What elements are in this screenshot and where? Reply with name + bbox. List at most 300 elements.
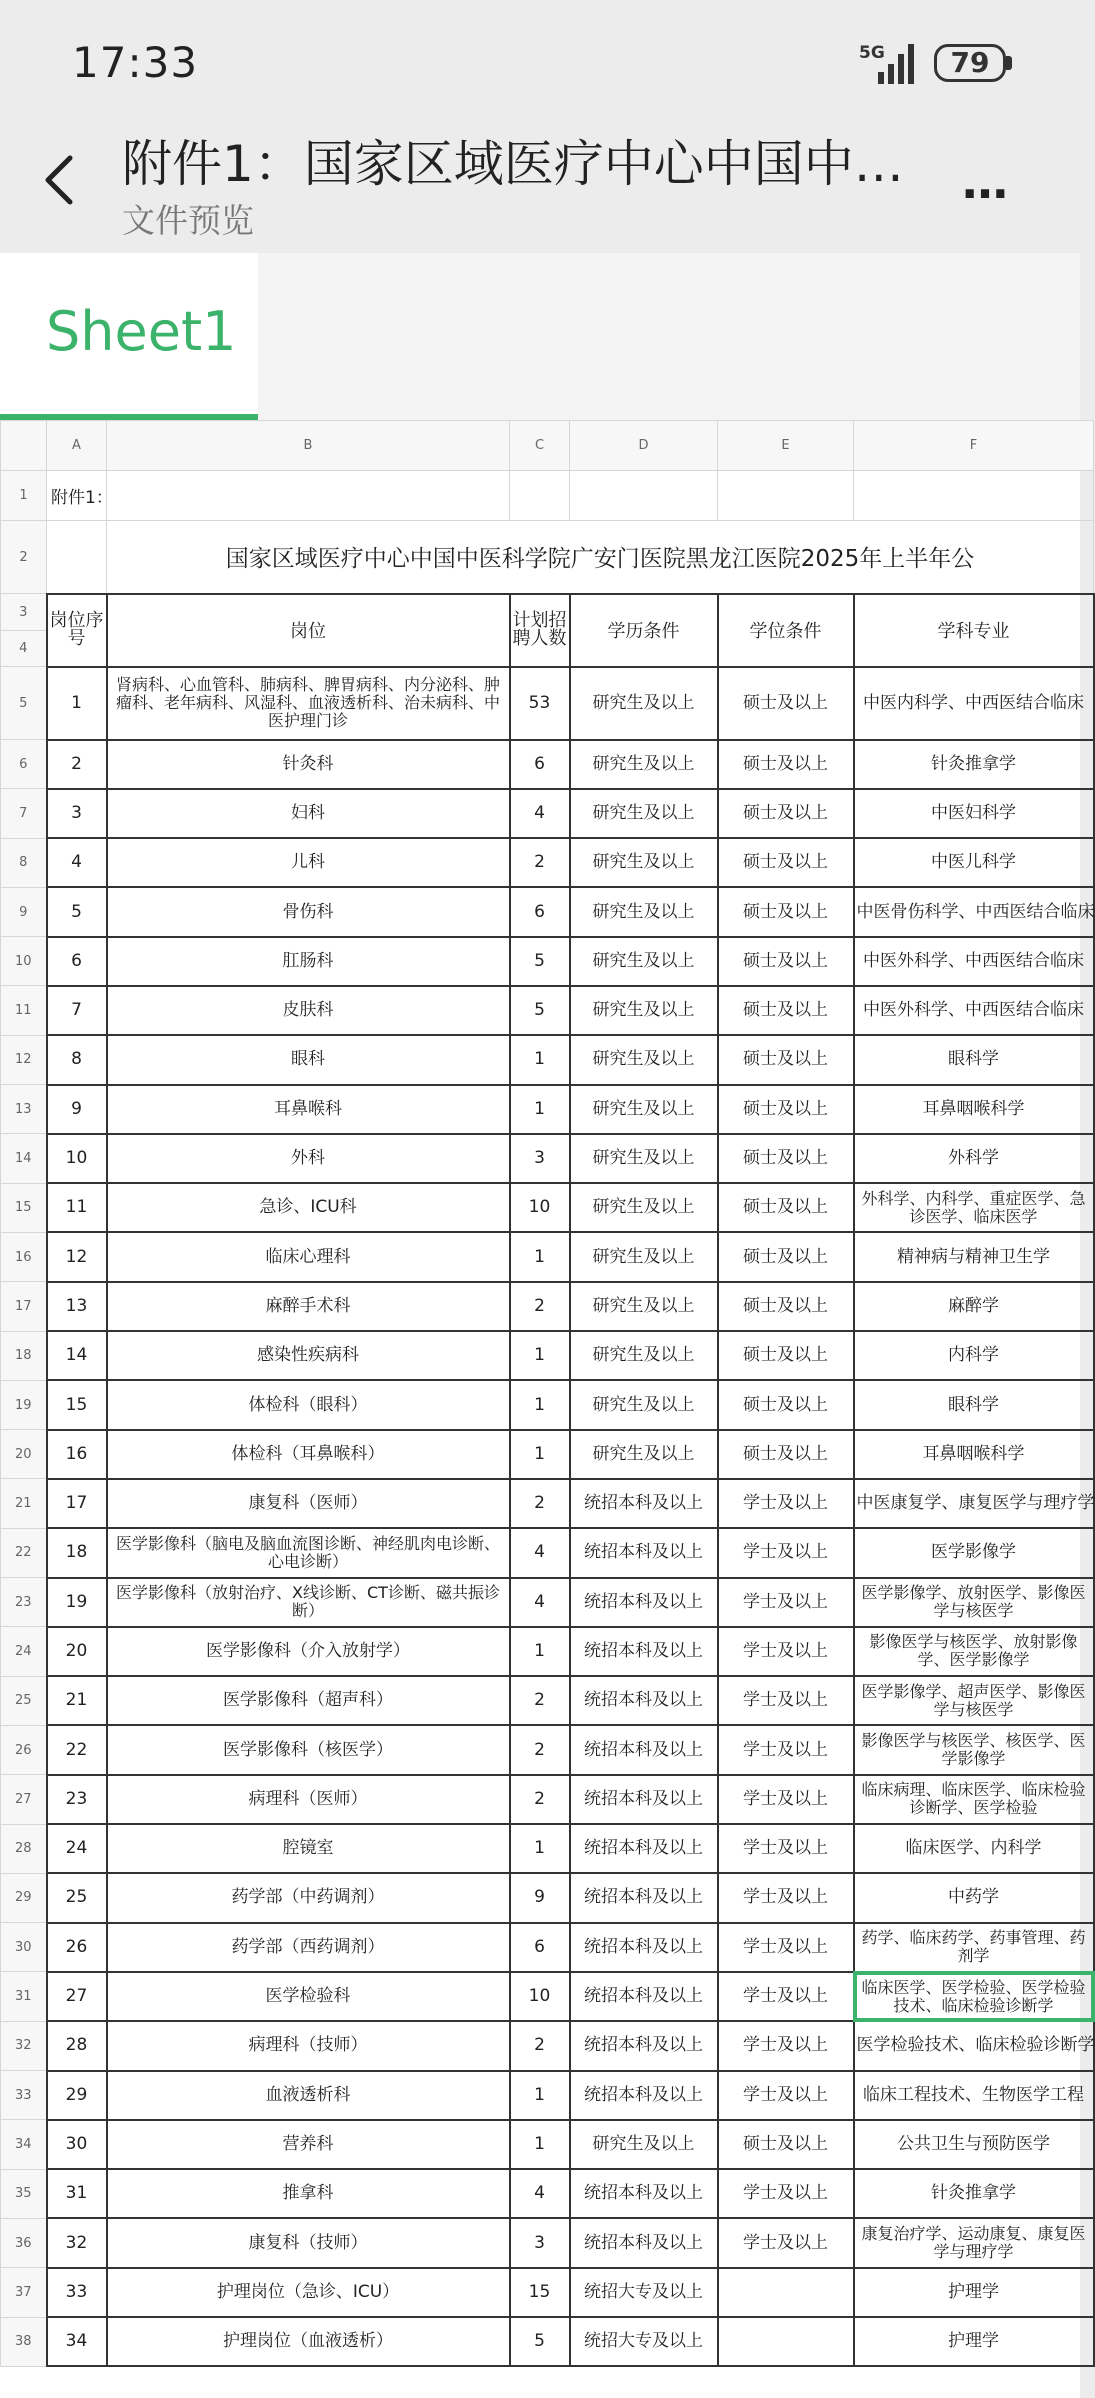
table-cell[interactable]: 学士及以上 <box>718 2169 854 2218</box>
grid-row <box>1 2021 1094 2070</box>
grid-row <box>1 789 1094 838</box>
grid-row <box>1 1183 1094 1232</box>
table-cell[interactable]: 统招本科及以上 <box>570 2071 718 2120</box>
table-cell[interactable]: 5 <box>510 986 570 1035</box>
table-cell[interactable]: 研究生及以上 <box>570 1282 718 1331</box>
table-cell[interactable]: 医学影像科（核医学） <box>107 1725 510 1774</box>
table-cell[interactable]: 硕士及以上 <box>718 2120 854 2169</box>
row-number[interactable]: 31 <box>1 1972 47 2021</box>
table-cell[interactable]: 儿科 <box>107 838 510 887</box>
table-cell[interactable]: 27 <box>47 1972 107 2021</box>
table-cell[interactable]: 康复科（技师） <box>107 2218 510 2267</box>
table-cell[interactable]: 15 <box>47 1380 107 1429</box>
row-number[interactable]: 38 <box>1 2317 47 2366</box>
table-cell[interactable]: 5 <box>47 887 107 936</box>
grid-cell[interactable] <box>570 471 718 521</box>
table-cell[interactable]: 14 <box>47 1331 107 1380</box>
grid-row <box>1 2169 1094 2218</box>
header-cell[interactable]: 学位条件 <box>718 594 854 667</box>
grid-cell[interactable] <box>510 471 570 521</box>
table-cell[interactable]: 33 <box>47 2268 107 2317</box>
table-cell[interactable]: 硕士及以上 <box>718 1331 854 1380</box>
row-number[interactable]: 32 <box>1 2021 47 2070</box>
table-cell[interactable]: 1 <box>510 1627 570 1676</box>
row-number[interactable]: 14 <box>1 1134 47 1183</box>
table-cell[interactable]: 耳鼻喉科 <box>107 1085 510 1134</box>
table-cell[interactable]: 3 <box>510 1134 570 1183</box>
table-cell[interactable]: 中医骨伤科学、中西医结合临床 <box>854 887 1094 936</box>
table-cell[interactable]: 学士及以上 <box>718 1479 854 1528</box>
grid-row <box>1 1430 1094 1479</box>
table-cell[interactable]: 1 <box>510 1430 570 1479</box>
table-cell[interactable]: 15 <box>510 2268 570 2317</box>
table-cell[interactable]: 影像医学与核医学、核医学、医学影像学 <box>854 1725 1094 1774</box>
table-cell[interactable]: 临床病理、临床医学、临床检验诊断学、医学检验 <box>854 1775 1094 1824</box>
table-cell[interactable]: 统招本科及以上 <box>570 1528 718 1577</box>
table-cell[interactable]: 6 <box>47 937 107 986</box>
table-cell[interactable]: 11 <box>47 1183 107 1232</box>
table-cell[interactable]: 统招本科及以上 <box>570 1578 718 1627</box>
table-cell[interactable]: 2 <box>510 1479 570 1528</box>
table-cell[interactable]: 研究生及以上 <box>570 740 718 789</box>
row-number[interactable]: 24 <box>1 1627 47 1676</box>
table-cell[interactable]: 学士及以上 <box>718 1725 854 1774</box>
table-cell[interactable]: 硕士及以上 <box>718 838 854 887</box>
row-number[interactable]: 22 <box>1 1528 47 1577</box>
table-cell[interactable]: 4 <box>510 1578 570 1627</box>
table-cell[interactable]: 护理岗位（血液透析） <box>107 2317 510 2366</box>
table-cell[interactable]: 16 <box>47 1430 107 1479</box>
table-cell[interactable]: 研究生及以上 <box>570 1134 718 1183</box>
table-cell[interactable]: 5 <box>510 2317 570 2366</box>
row-number[interactable]: 1 <box>1 471 47 521</box>
grid-cell[interactable] <box>854 471 1094 521</box>
grid-row <box>1 1824 1094 1873</box>
table-cell[interactable]: 公共卫生与预防医学 <box>854 2120 1094 2169</box>
table-cell[interactable]: 眼科 <box>107 1035 510 1084</box>
grid-row <box>1 2268 1094 2317</box>
grid-row <box>1 1873 1094 1922</box>
row-number[interactable]: 11 <box>1 986 47 1035</box>
row-number[interactable]: 18 <box>1 1331 47 1380</box>
table-cell[interactable]: 药学部（中药调剂） <box>107 1873 510 1922</box>
row-number[interactable]: 29 <box>1 1873 47 1922</box>
row-number[interactable]: 35 <box>1 2169 47 2218</box>
table-cell[interactable]: 1 <box>510 1085 570 1134</box>
table-cell[interactable]: 1 <box>47 667 107 740</box>
table-cell[interactable]: 中医外科学、中西医结合临床 <box>854 986 1094 1035</box>
table-cell[interactable]: 学士及以上 <box>718 2021 854 2070</box>
grid-row <box>1 1725 1094 1774</box>
row-number[interactable]: 37 <box>1 2268 47 2317</box>
table-cell[interactable]: 统招本科及以上 <box>570 1824 718 1873</box>
table-cell[interactable]: 学士及以上 <box>718 1676 854 1725</box>
table-cell[interactable]: 学士及以上 <box>718 1578 854 1627</box>
table-cell[interactable]: 1 <box>510 2120 570 2169</box>
table-cell[interactable]: 急诊、ICU科 <box>107 1183 510 1232</box>
header-cell[interactable]: 岗位 <box>107 594 510 667</box>
table-cell[interactable]: 硕士及以上 <box>718 1232 854 1281</box>
table-cell[interactable]: 感染性疾病科 <box>107 1331 510 1380</box>
grid-row <box>1 1331 1094 1380</box>
table-cell[interactable]: 学士及以上 <box>718 2071 854 2120</box>
table-cell[interactable]: 研究生及以上 <box>570 937 718 986</box>
row-number[interactable]: 10 <box>1 937 47 986</box>
table-cell[interactable]: 针灸推拿学 <box>854 740 1094 789</box>
table-cell[interactable]: 硕士及以上 <box>718 1035 854 1084</box>
table-cell[interactable]: 9 <box>47 1085 107 1134</box>
grid-row <box>1 1479 1094 1528</box>
table-cell[interactable]: 4 <box>510 2169 570 2218</box>
table-cell[interactable]: 统招本科及以上 <box>570 1873 718 1922</box>
grid-row <box>1 2120 1094 2169</box>
row-number[interactable]: 13 <box>1 1085 47 1134</box>
table-cell[interactable] <box>718 2268 854 2317</box>
table-cell[interactable]: 31 <box>47 2169 107 2218</box>
table-cell[interactable]: 硕士及以上 <box>718 1085 854 1134</box>
table-cell[interactable]: 硕士及以上 <box>718 667 854 740</box>
table-cell[interactable]: 统招本科及以上 <box>570 1725 718 1774</box>
column-header[interactable]: A <box>47 421 107 471</box>
battery-level: 79 <box>950 46 990 79</box>
spreadsheet-grid[interactable] <box>0 420 1095 2398</box>
table-cell[interactable]: 硕士及以上 <box>718 789 854 838</box>
table-cell[interactable]: 药学部（西药调剂） <box>107 1923 510 1972</box>
table-cell[interactable]: 2 <box>510 2021 570 2070</box>
table-cell[interactable]: 1 <box>510 1331 570 1380</box>
table-cell[interactable]: 2 <box>510 1282 570 1331</box>
table-cell[interactable]: 硕士及以上 <box>718 740 854 789</box>
table-cell[interactable]: 统招大专及以上 <box>570 2317 718 2366</box>
table-cell[interactable]: 硕士及以上 <box>718 986 854 1035</box>
column-header[interactable]: F <box>854 421 1094 471</box>
table-cell[interactable]: 2 <box>510 1725 570 1774</box>
table-cell[interactable]: 医学检验科 <box>107 1972 510 2021</box>
table-cell[interactable]: 研究生及以上 <box>570 1035 718 1084</box>
table-cell[interactable]: 34 <box>47 2317 107 2366</box>
row-number[interactable]: 23 <box>1 1578 47 1627</box>
table-cell[interactable]: 10 <box>510 1183 570 1232</box>
table-cell[interactable]: 4 <box>510 789 570 838</box>
table-cell[interactable]: 医学影像科（介入放射学） <box>107 1627 510 1676</box>
table-cell[interactable]: 2 <box>510 1775 570 1824</box>
table-cell[interactable]: 研究生及以上 <box>570 1430 718 1479</box>
table-cell[interactable]: 体检科（耳鼻喉科） <box>107 1430 510 1479</box>
table-cell[interactable]: 2 <box>510 838 570 887</box>
table-cell[interactable]: 硕士及以上 <box>718 1430 854 1479</box>
row-number[interactable]: 26 <box>1 1725 47 1774</box>
grid-cell[interactable] <box>107 471 510 521</box>
table-cell[interactable]: 中医妇科学 <box>854 789 1094 838</box>
table-cell[interactable]: 研究生及以上 <box>570 838 718 887</box>
table-cell[interactable]: 硕士及以上 <box>718 1183 854 1232</box>
file-title: 附件1：国家区域医疗中心中国中… <box>122 135 904 193</box>
table-cell[interactable]: 针灸科 <box>107 740 510 789</box>
table-cell[interactable]: 药学、临床药学、药事管理、药剂学 <box>854 1923 1094 1972</box>
cell-a1[interactable]: 附件1： <box>47 471 107 521</box>
table-cell[interactable]: 13 <box>47 1282 107 1331</box>
row-number[interactable]: 4 <box>1 631 47 667</box>
table-cell[interactable]: 学士及以上 <box>718 1923 854 1972</box>
row-number[interactable]: 16 <box>1 1232 47 1281</box>
table-cell[interactable]: 外科 <box>107 1134 510 1183</box>
table-cell[interactable]: 硕士及以上 <box>718 1282 854 1331</box>
header-cell[interactable]: 计划招聘人数 <box>510 594 570 667</box>
header-cell[interactable]: 岗位序号 <box>47 594 107 667</box>
table-cell[interactable]: 6 <box>510 887 570 936</box>
grid-row <box>1 1035 1094 1084</box>
table-cell[interactable]: 学士及以上 <box>718 1972 854 2021</box>
table-cell[interactable]: 医学影像科（放射治疗、X线诊断、CT诊断、磁共振诊断） <box>107 1578 510 1627</box>
table-cell[interactable]: 1 <box>510 2071 570 2120</box>
table-cell[interactable]: 硕士及以上 <box>718 887 854 936</box>
table-cell[interactable]: 骨伤科 <box>107 887 510 936</box>
table-cell[interactable]: 硕士及以上 <box>718 937 854 986</box>
table-cell[interactable]: 推拿科 <box>107 2169 510 2218</box>
grid-row <box>1 937 1094 986</box>
row-number[interactable]: 17 <box>1 1282 47 1331</box>
column-header[interactable]: B <box>107 421 510 471</box>
row-number[interactable]: 15 <box>1 1183 47 1232</box>
table-cell[interactable]: 体检科（眼科） <box>107 1380 510 1429</box>
table-cell[interactable]: 中医内科学、中西医结合临床 <box>854 667 1094 740</box>
table-cell[interactable]: 6 <box>510 1923 570 1972</box>
table-cell[interactable]: 中医康复学、康复医学与理疗学 <box>854 1479 1094 1528</box>
row-number[interactable]: 9 <box>1 887 47 936</box>
table-cell[interactable]: 研究生及以上 <box>570 1085 718 1134</box>
table-cell[interactable]: 护理学 <box>854 2268 1094 2317</box>
row-number[interactable]: 8 <box>1 838 47 887</box>
table-cell[interactable]: 12 <box>47 1232 107 1281</box>
grid-row <box>1 740 1094 789</box>
table-cell[interactable]: 中医外科学、中西医结合临床 <box>854 937 1094 986</box>
table-cell[interactable]: 28 <box>47 2021 107 2070</box>
table-cell[interactable]: 肾病科、心血管科、肺病科、脾胃病科、内分泌科、肿瘤科、老年病科、风湿科、血液透析科、治未病科、中医护理门诊 <box>107 667 510 740</box>
table-cell[interactable]: 统招本科及以上 <box>570 1676 718 1725</box>
table-cell[interactable]: 22 <box>47 1725 107 1774</box>
table-cell[interactable]: 麻醉学 <box>854 1282 1094 1331</box>
more-menu-icon[interactable]: … <box>962 155 1010 209</box>
grid-row <box>1 1380 1094 1429</box>
network-label: 5G <box>859 43 885 63</box>
table-cell[interactable]: 血液透析科 <box>107 2071 510 2120</box>
table-cell[interactable]: 2 <box>510 1676 570 1725</box>
table-cell[interactable]: 21 <box>47 1676 107 1725</box>
table-cell[interactable]: 医学影像学、放射医学、影像医学与核医学 <box>854 1578 1094 1627</box>
row-number[interactable]: 20 <box>1 1430 47 1479</box>
table-cell[interactable]: 硕士及以上 <box>718 1380 854 1429</box>
table-cell[interactable]: 统招本科及以上 <box>570 1972 718 2021</box>
table-cell[interactable]: 研究生及以上 <box>570 887 718 936</box>
row-number[interactable]: 7 <box>1 789 47 838</box>
table-cell[interactable]: 9 <box>510 1873 570 1922</box>
table-cell[interactable]: 腔镜室 <box>107 1824 510 1873</box>
row-number[interactable]: 2 <box>1 521 47 594</box>
table-cell[interactable]: 护理学 <box>854 2317 1094 2366</box>
table-cell[interactable]: 内科学 <box>854 1331 1094 1380</box>
table-cell[interactable]: 30 <box>47 2120 107 2169</box>
table-cell[interactable]: 4 <box>47 838 107 887</box>
table-cell[interactable]: 研究生及以上 <box>570 1331 718 1380</box>
row-number[interactable]: 25 <box>1 1676 47 1725</box>
table-cell[interactable]: 统招本科及以上 <box>570 1775 718 1824</box>
table-cell[interactable]: 研究生及以上 <box>570 789 718 838</box>
table-cell[interactable]: 统招本科及以上 <box>570 1923 718 1972</box>
status-time: 17:33 <box>72 38 199 87</box>
table-cell[interactable]: 53 <box>510 667 570 740</box>
grid-row <box>1 2218 1094 2267</box>
table-cell[interactable]: 耳鼻咽喉科学 <box>854 1430 1094 1479</box>
battery-icon <box>934 44 1006 82</box>
grid-row <box>1 471 1094 521</box>
table-cell[interactable]: 研究生及以上 <box>570 986 718 1035</box>
signal-5g-icon <box>858 40 922 86</box>
table-cell[interactable]: 外科学 <box>854 1134 1094 1183</box>
grid-row <box>1 2071 1094 2120</box>
table-cell[interactable]: 6 <box>510 740 570 789</box>
table-title[interactable]: 国家区域医疗中心中国中医科学院广安门医院黑龙江医院2025年上半年公 <box>107 521 1094 594</box>
file-subtitle: 文件预览 <box>122 201 254 240</box>
column-header[interactable]: C <box>510 421 570 471</box>
status-bar <box>0 0 1080 120</box>
grid-row <box>1 887 1094 936</box>
table-cell[interactable]: 10 <box>47 1134 107 1183</box>
table-cell[interactable]: 医学影像学 <box>854 1528 1094 1577</box>
table-cell[interactable]: 临床心理科 <box>107 1232 510 1281</box>
table-cell[interactable]: 医学检验技术、临床检验诊断学 <box>854 2021 1094 2070</box>
table-cell[interactable]: 研究生及以上 <box>570 2120 718 2169</box>
grid-row <box>1 986 1094 1035</box>
table-cell[interactable]: 18 <box>47 1528 107 1577</box>
table-cell[interactable]: 统招本科及以上 <box>570 1627 718 1676</box>
table-cell[interactable]: 研究生及以上 <box>570 1232 718 1281</box>
grid-row <box>1 1578 1094 1627</box>
table-cell[interactable]: 外科学、内科学、重症医学、急诊医学、临床医学 <box>854 1183 1094 1232</box>
grid-row <box>1 1134 1094 1183</box>
table-cell[interactable] <box>718 2317 854 2366</box>
table-cell[interactable]: 学士及以上 <box>718 1873 854 1922</box>
table-cell[interactable]: 5 <box>510 937 570 986</box>
column-header[interactable]: D <box>570 421 718 471</box>
table-cell[interactable]: 临床医学、内科学 <box>854 1824 1094 1873</box>
header-cell[interactable]: 学科专业 <box>854 594 1094 667</box>
table-cell[interactable]: 统招大专及以上 <box>570 2268 718 2317</box>
table-cell[interactable]: 妇科 <box>107 789 510 838</box>
table-cell[interactable]: 32 <box>47 2218 107 2267</box>
row-number[interactable]: 33 <box>1 2071 47 2120</box>
table-cell[interactable]: 1 <box>510 1035 570 1084</box>
table-cell[interactable]: 研究生及以上 <box>570 1380 718 1429</box>
table-cell[interactable]: 2 <box>47 740 107 789</box>
table-cell[interactable]: 4 <box>510 1528 570 1577</box>
table-cell[interactable]: 学士及以上 <box>718 1627 854 1676</box>
table-cell[interactable]: 10 <box>510 1972 570 2021</box>
grid-row <box>1 594 1094 631</box>
table-cell[interactable]: 康复治疗学、运动康复、康复医学与理疗学 <box>854 2218 1094 2267</box>
table-cell[interactable]: 统招本科及以上 <box>570 2021 718 2070</box>
row-number[interactable]: 19 <box>1 1380 47 1429</box>
row-number[interactable]: 5 <box>1 667 47 740</box>
table-cell[interactable]: 中药学 <box>854 1873 1094 1922</box>
table-cell[interactable]: 针灸推拿学 <box>854 2169 1094 2218</box>
table-cell[interactable]: 3 <box>47 789 107 838</box>
table-cell[interactable]: 23 <box>47 1775 107 1824</box>
table-cell[interactable]: 26 <box>47 1923 107 1972</box>
table-cell[interactable]: 统招本科及以上 <box>570 2169 718 2218</box>
table-cell[interactable]: 24 <box>47 1824 107 1873</box>
header-cell[interactable]: 学历条件 <box>570 594 718 667</box>
table-cell[interactable]: 营养科 <box>107 2120 510 2169</box>
table-cell[interactable]: 麻醉手术科 <box>107 1282 510 1331</box>
row-number[interactable]: 3 <box>1 594 47 631</box>
table-cell[interactable]: 学士及以上 <box>718 1775 854 1824</box>
row-number[interactable]: 36 <box>1 2218 47 2267</box>
back-arrow-icon[interactable] <box>36 140 86 220</box>
grid-row <box>1 1232 1094 1281</box>
table-cell[interactable]: 研究生及以上 <box>570 1183 718 1232</box>
row-number[interactable]: 27 <box>1 1775 47 1824</box>
table-cell[interactable]: 17 <box>47 1479 107 1528</box>
row-number[interactable]: 12 <box>1 1035 47 1084</box>
table-cell[interactable]: 耳鼻咽喉科学 <box>854 1085 1094 1134</box>
table-cell[interactable]: 硕士及以上 <box>718 1134 854 1183</box>
table-cell[interactable]: 影像医学与核医学、放射影像学、医学影像学 <box>854 1627 1094 1676</box>
table-cell[interactable]: 7 <box>47 986 107 1035</box>
table-cell[interactable]: 康复科（医师） <box>107 1479 510 1528</box>
table-cell[interactable]: 20 <box>47 1627 107 1676</box>
table-cell[interactable]: 肛肠科 <box>107 937 510 986</box>
table-cell[interactable]: 病理科（医师） <box>107 1775 510 1824</box>
table-cell[interactable]: 病理科（技师） <box>107 2021 510 2070</box>
table-cell[interactable]: 25 <box>47 1873 107 1922</box>
row-number[interactable]: 6 <box>1 740 47 789</box>
table-cell[interactable]: 研究生及以上 <box>570 667 718 740</box>
table-cell[interactable]: 眼科学 <box>854 1035 1094 1084</box>
table-cell[interactable]: 19 <box>47 1578 107 1627</box>
table-cell[interactable]: 1 <box>510 1380 570 1429</box>
table-cell[interactable]: 学士及以上 <box>718 2218 854 2267</box>
table-cell[interactable]: 临床工程技术、生物医学工程 <box>854 2071 1094 2120</box>
table-cell[interactable]: 3 <box>510 2218 570 2267</box>
table-cell[interactable]: 1 <box>510 1824 570 1873</box>
table-cell[interactable]: 医学影像科（脑电及脑血流图诊断、神经肌肉电诊断、心电诊断） <box>107 1528 510 1577</box>
table-cell[interactable]: 临床医学、医学检验、医学检验技术、临床检验诊断学 <box>854 1972 1094 2021</box>
table-cell[interactable]: 护理岗位（急诊、ICU） <box>107 2268 510 2317</box>
column-header[interactable]: E <box>718 421 854 471</box>
table-cell[interactable]: 29 <box>47 2071 107 2120</box>
grid-row <box>1 1775 1094 1824</box>
table-cell[interactable]: 统招本科及以上 <box>570 2218 718 2267</box>
row-number[interactable]: 21 <box>1 1479 47 1528</box>
table-cell[interactable]: 统招本科及以上 <box>570 1479 718 1528</box>
grid-cell[interactable] <box>47 521 107 594</box>
table-cell[interactable]: 中医儿科学 <box>854 838 1094 887</box>
table-cell[interactable]: 精神病与精神卫生学 <box>854 1232 1094 1281</box>
row-number[interactable]: 30 <box>1 1923 47 1972</box>
table-cell[interactable]: 皮肤科 <box>107 986 510 1035</box>
table-cell[interactable]: 8 <box>47 1035 107 1084</box>
table-cell[interactable]: 眼科学 <box>854 1380 1094 1429</box>
grid-cell[interactable] <box>718 471 854 521</box>
row-number[interactable]: 34 <box>1 2120 47 2169</box>
table-cell[interactable]: 医学影像学、超声医学、影像医学与核医学 <box>854 1676 1094 1725</box>
row-number[interactable]: 28 <box>1 1824 47 1873</box>
table-cell[interactable]: 学士及以上 <box>718 1528 854 1577</box>
corner-cell <box>1 421 47 471</box>
table-cell[interactable]: 学士及以上 <box>718 1824 854 1873</box>
table-cell[interactable]: 医学影像科（超声科） <box>107 1676 510 1725</box>
table-cell[interactable]: 1 <box>510 1232 570 1281</box>
